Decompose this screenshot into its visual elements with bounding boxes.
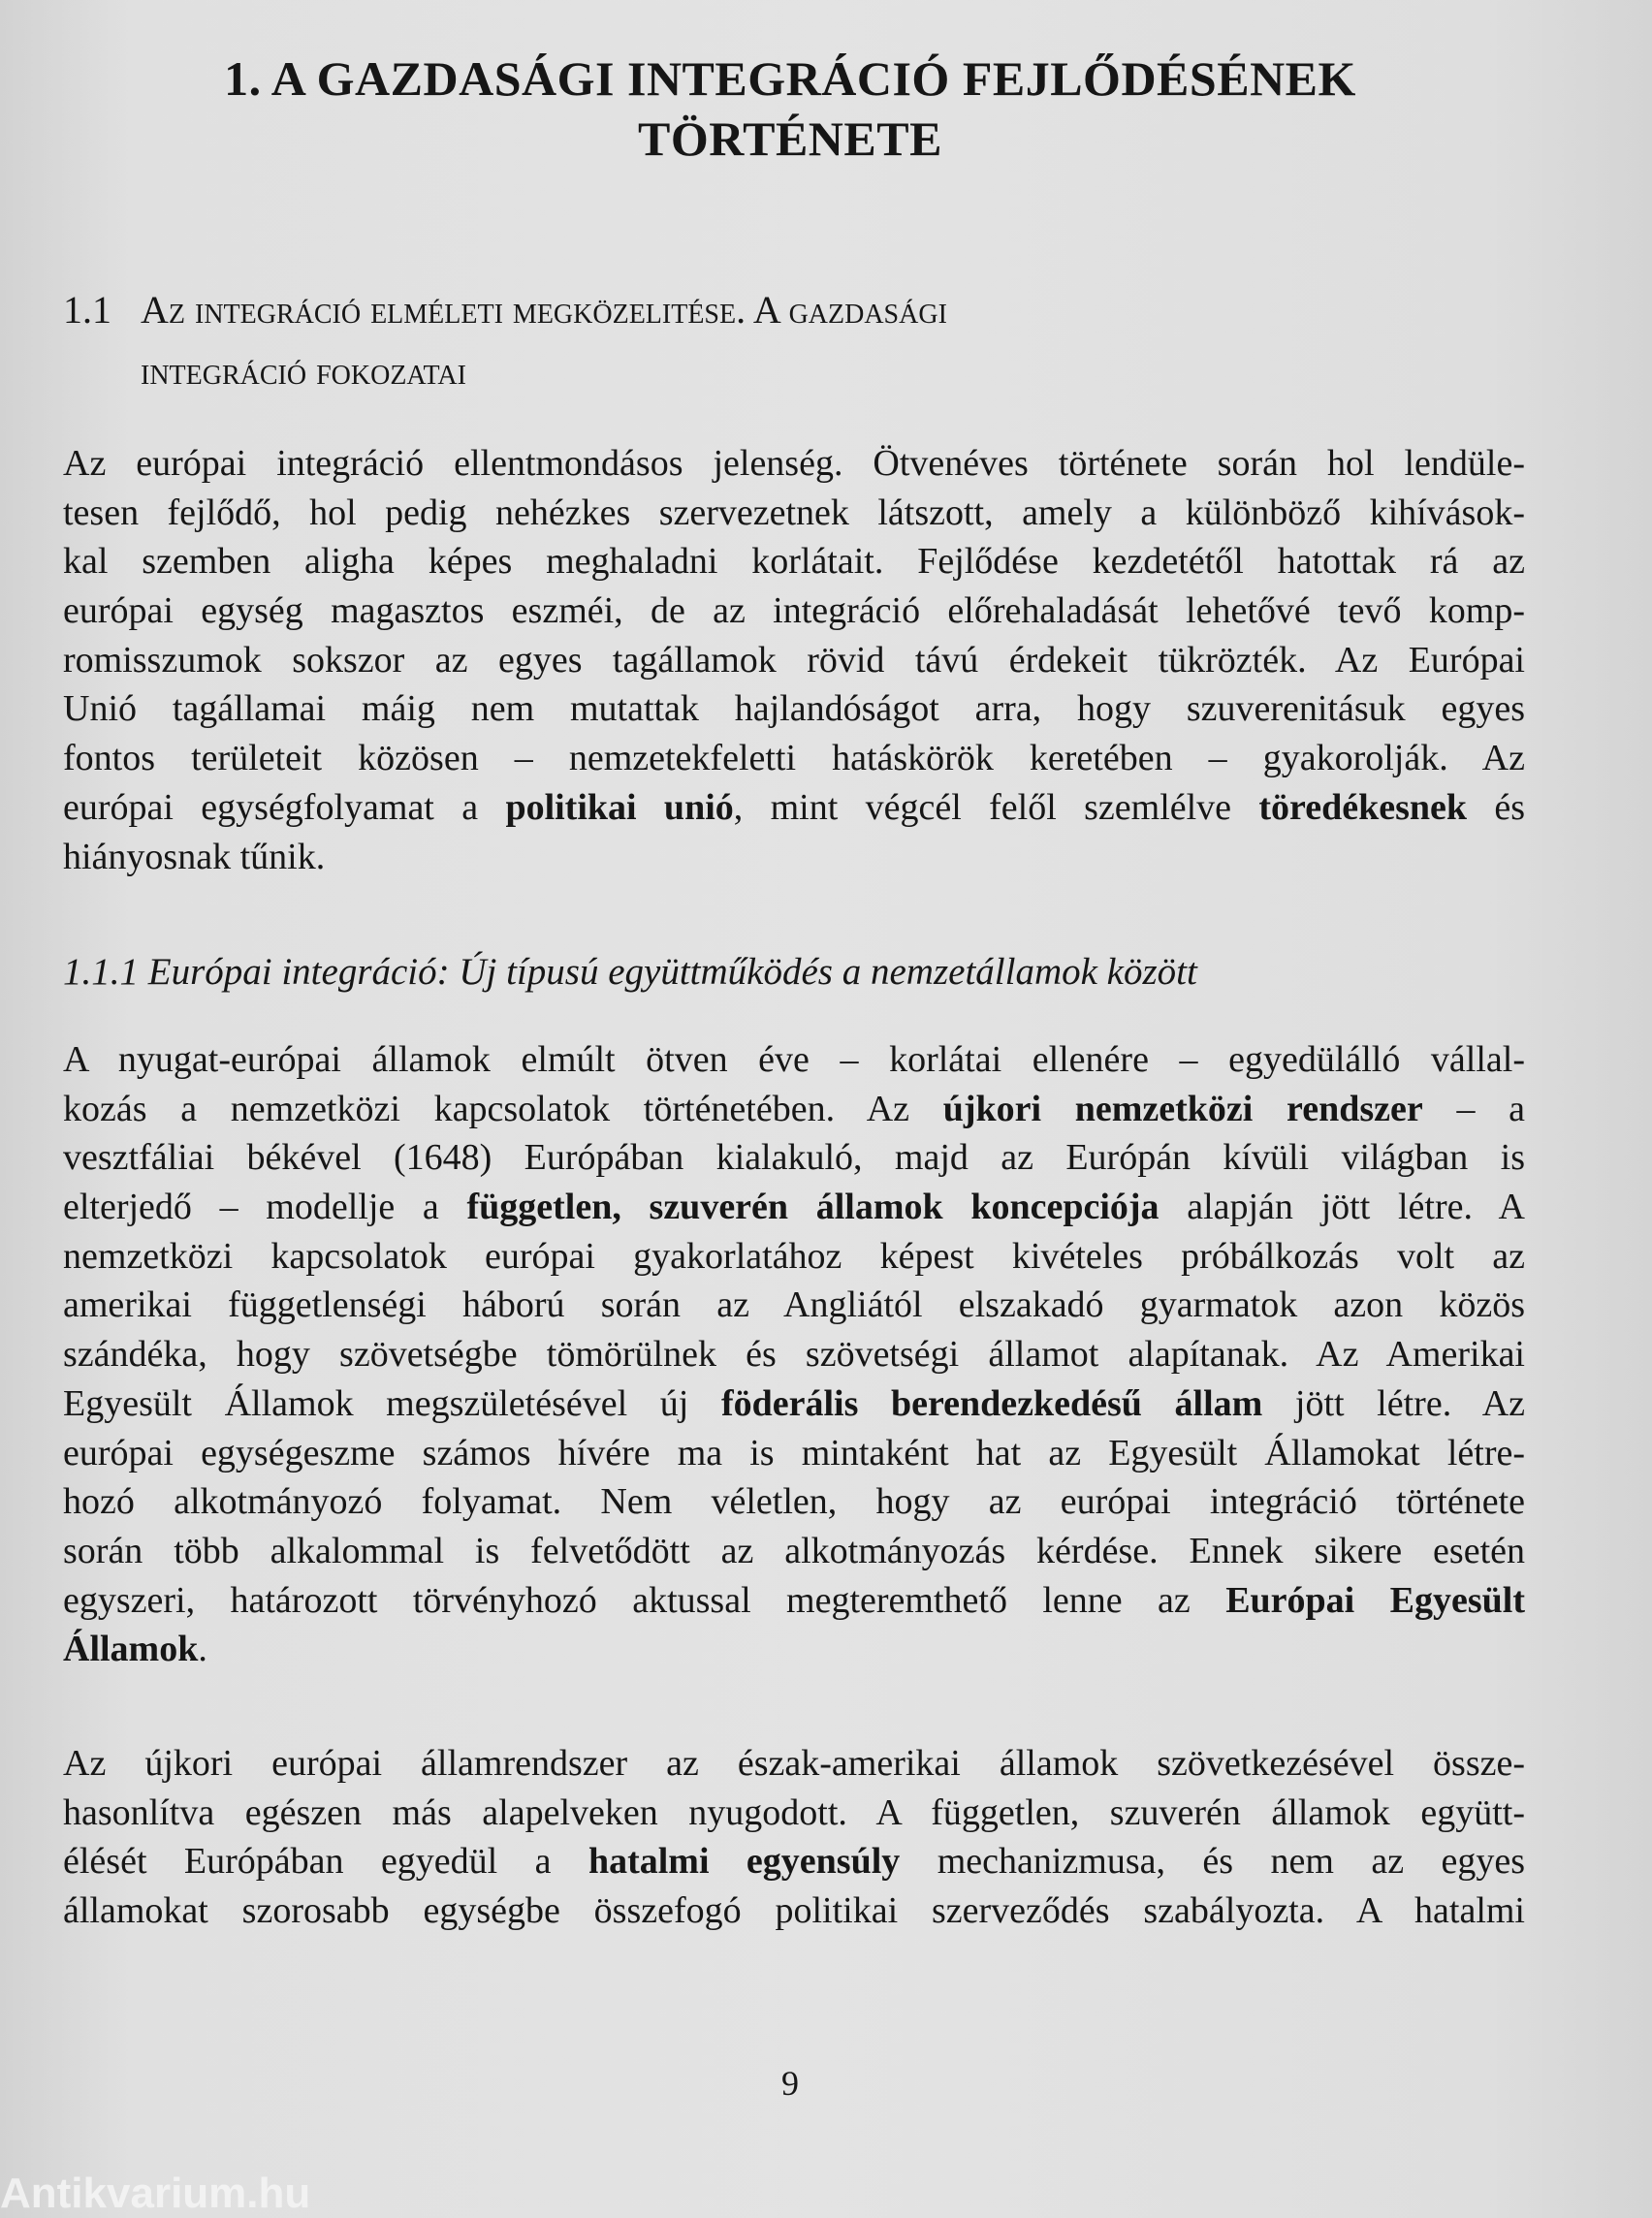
text-line <box>63 636 1525 685</box>
text-run: tesen fejlődő, hol pedig nehézkes szervezetnek látszott, amely a különböző kihívások- <box>63 491 1525 533</box>
bold-term: újkori nemzetközi rendszer <box>942 1088 1423 1129</box>
text-line <box>63 1886 1525 1936</box>
text-line <box>63 1477 1525 1527</box>
text-run: – a <box>1422 1088 1526 1129</box>
text-run: kal szemben aligha képes meghaladni korlátait. Fejlődése kezdetétől hatottak rá az <box>63 541 1525 583</box>
text-line <box>63 1739 1525 1789</box>
text-line <box>63 1232 1525 1282</box>
text-line <box>63 1281 1525 1330</box>
section-number: 1.1 <box>63 288 111 332</box>
text-line <box>63 1183 1525 1232</box>
text-run: egyszeri, határozott törvényhozó aktussal megteremthető lenne az <box>63 1579 1226 1621</box>
text-run: mechanizmusa, és nem az egyes <box>900 1841 1526 1883</box>
text-run: Az európai integráció ellentmondásos jelenség. Ötvenéves története során hol lendüle- <box>63 443 1525 484</box>
text-line <box>63 684 1525 734</box>
text-run: nemzetközi kapcsolatok európai gyakorlatához képest kivételes próbálkozás volt az <box>63 1235 1525 1277</box>
text-run: hiányosnak tűnik. <box>63 836 326 877</box>
text-line <box>63 1837 1525 1886</box>
text-run: elterjedő – modellje a <box>63 1187 467 1228</box>
text-run: kozás a nemzetközi kapcsolatok történetében. Az <box>63 1088 943 1129</box>
bold-term: független, szuverén államok koncepciója <box>466 1187 1160 1228</box>
text-line <box>63 489 1525 538</box>
chapter-title-line-2: TÖRTÉNETE <box>638 111 942 166</box>
text-run: vesztfáliai békével (1648) Európában kialakuló, majd az Európán kívüli világban is <box>63 1137 1525 1179</box>
text-run: Az újkori európai államrendszer az észak-amerikai államok szövetkezésével össze- <box>63 1743 1525 1784</box>
text-line <box>63 1330 1525 1379</box>
text-line <box>63 1789 1525 1838</box>
text-line <box>63 586 1525 636</box>
text-run: A nyugat-európai államok elmúlt ötven éve – korlátai ellenére – egyedülálló vállal- <box>63 1039 1525 1080</box>
text-line <box>63 537 1525 586</box>
text-run: jött létre. Az <box>1262 1382 1526 1424</box>
text-run: élését Európában egyedül a <box>63 1841 588 1883</box>
text-run: európai egység magasztos eszméi, de az integráció előrehaladását lehetővé tevő komp- <box>63 590 1525 632</box>
text-line <box>63 833 1525 882</box>
text-line <box>63 1625 1525 1674</box>
bold-term: politikai unió <box>505 786 734 828</box>
page-number: 9 <box>781 2064 799 2103</box>
text-line <box>63 1379 1525 1429</box>
text-line <box>63 1527 1525 1576</box>
text-run: során több alkalommal is felvetődött az alkotmányozás kérdése. Ennek sikere esetén <box>63 1530 1525 1571</box>
bold-term: föderális berendezkedésű állam <box>720 1382 1263 1424</box>
bold-term: Európai Egyesült <box>1225 1579 1525 1621</box>
text-run: szándéka, hogy szövetségbe tömörülnek és szövetségi államot alapítanak. Az Amerikai <box>63 1334 1525 1376</box>
text-run: fontos területeit közösen – nemzetekfeletti hatáskörök keretében – gyakorolják. Az <box>63 738 1525 779</box>
text-line <box>63 734 1525 783</box>
text-run: államokat szorosabb egységbe összefogó politikai szerveződés szabályozta. A hatalmi <box>63 1890 1525 1932</box>
text-run: Egyesült Államok megszületésével új <box>63 1382 721 1424</box>
text-line <box>63 1085 1525 1134</box>
text-run: hasonlítva egészen más alapelveken nyugodott. A független, szuverén államok együtt- <box>63 1791 1525 1833</box>
chapter-title-line-1: 1. A GAZDASÁGI INTEGRÁCIÓ FEJLŐDÉSÉNEK <box>224 51 1356 106</box>
watermark: Antikvarium.hu <box>0 2170 311 2217</box>
section-title-line-2: integráció fokozatai <box>141 349 466 393</box>
text-run: alapján jött létre. A <box>1159 1187 1525 1228</box>
text-run: és <box>1467 786 1526 828</box>
text-line <box>63 439 1525 489</box>
bold-term: hatalmi egyensúly <box>588 1841 901 1883</box>
subsection-heading: 1.1.1 Európai integráció: Új típusú együttműködés a nemzetállamok között <box>63 951 1197 993</box>
text-line <box>63 783 1525 833</box>
text-run: . <box>198 1629 207 1670</box>
bold-term: Államok <box>63 1629 199 1670</box>
text-line <box>63 1576 1525 1626</box>
paragraph-3 <box>63 1739 1525 1936</box>
text-run: európai egységfolyamat a <box>63 786 506 828</box>
text-run: romisszumok sokszor az egyes tagállamok rövid távú érdekeit tükrözték. Az Európai <box>63 639 1525 681</box>
text-run: , mint végcél felől szemlélve <box>733 786 1259 828</box>
section-title-line-1: Az integráció elméleti megközelitése. A gazdasági <box>141 288 947 332</box>
text-run: hozó alkotmányozó folyamat. Nem véletlen, hogy az európai integráció története <box>63 1481 1525 1523</box>
text-run: amerikai függetlenségi háború során az Angliától elszakadó gyarmatok azon közös <box>63 1284 1525 1326</box>
text-line <box>63 1429 1525 1478</box>
text-line <box>63 1133 1525 1183</box>
text-run: Unió tagállamai máig nem mutattak hajlandóságot arra, hogy szuverenitásuk egyes <box>63 688 1525 730</box>
bold-term: töredékesnek <box>1258 786 1468 828</box>
text-run: európai egységeszme számos hívére ma is mintaként hat az Egyesült Államokat létre- <box>63 1432 1525 1473</box>
text-line <box>63 1035 1525 1085</box>
paragraph-1 <box>63 439 1525 881</box>
paragraph-2 <box>63 1035 1525 1674</box>
